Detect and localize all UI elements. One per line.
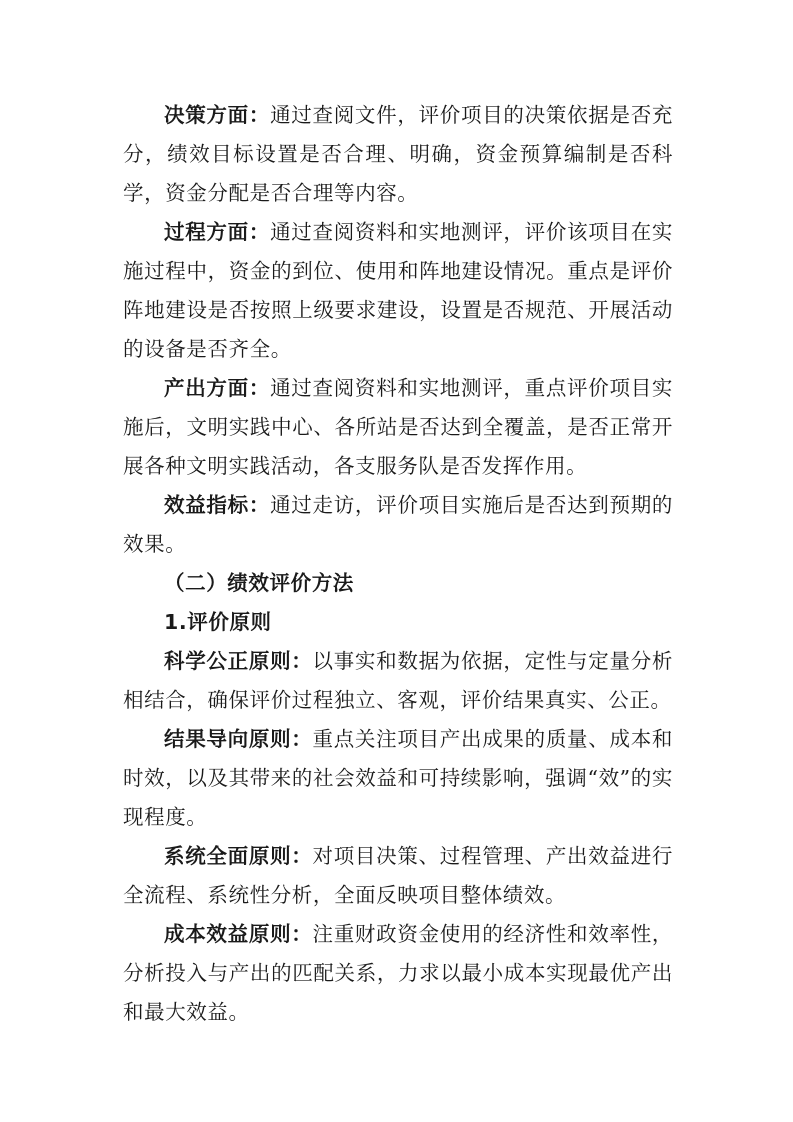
paragraph-body: 通过走访，评价项目实施后是否达到预期的效果。 <box>123 493 674 556</box>
paragraph-body: 通过查阅资料和实地测评，重点评价项目实施后，文明实践中心、各所站是否达到全覆盖，是否正常开展各种文明实践活动，各支服务队是否发挥作用。 <box>123 376 674 478</box>
paragraph-lead: 系统全面原则： <box>164 844 313 868</box>
paragraph-body: 重点关注项目产出成果的质量、成本和时效，以及其带来的社会效益和可持续影响，强调“效”的实现程度。 <box>123 727 674 829</box>
paragraph-lead: 成本效益原则： <box>164 922 313 946</box>
paragraph-lead: 产出方面： <box>164 376 271 400</box>
paragraph-lead: 决策方面： <box>164 103 271 127</box>
paragraph-process <box>123 213 673 369</box>
paragraph-cost-principle <box>123 915 673 1032</box>
subsection-heading-principles: 1.评价原则 <box>164 610 272 634</box>
paragraph-fairness-principle <box>123 642 673 720</box>
paragraph-body: 通过查阅文件，评价项目的决策依据是否充分，绩效目标设置是否合理、明确，资金预算编制是否科学，资金分配是否合理等内容。 <box>123 103 674 205</box>
paragraph-body: 以事实和数据为依据，定性与定量分析相结合，确保评价过程独立、客观，评价结果真实、公正。 <box>123 649 674 712</box>
document-page <box>123 96 673 1032</box>
paragraph-benefit <box>123 486 673 564</box>
paragraph-lead: 效益指标： <box>164 493 271 517</box>
paragraph-lead: 科学公正原则： <box>164 649 313 673</box>
paragraph-lead: 过程方面： <box>164 220 271 244</box>
paragraph-comprehensive-principle <box>123 837 673 915</box>
paragraph-output <box>123 369 673 486</box>
paragraph-body: 对项目决策、过程管理、产出效益进行全流程、系统性分析，全面反映项目整体绩效。 <box>123 844 674 907</box>
paragraph-lead: 结果导向原则： <box>164 727 313 751</box>
paragraph-decision <box>123 96 673 213</box>
paragraph-body: 通过查阅资料和实地测评，评价该项目在实施过程中，资金的到位、使用和阵地建设情况。重点是评价阵地建设是否按照上级要求建设，设置是否规范、开展活动的设备是否齐全。 <box>123 220 674 361</box>
paragraph-body: 注重财政资金使用的经济性和效率性，分析投入与产出的匹配关系，力求以最小成本实现最优产出和最大效益。 <box>123 922 674 1024</box>
section-heading-method: （二）绩效评价方法 <box>164 571 354 595</box>
paragraph-result-principle <box>123 720 673 837</box>
